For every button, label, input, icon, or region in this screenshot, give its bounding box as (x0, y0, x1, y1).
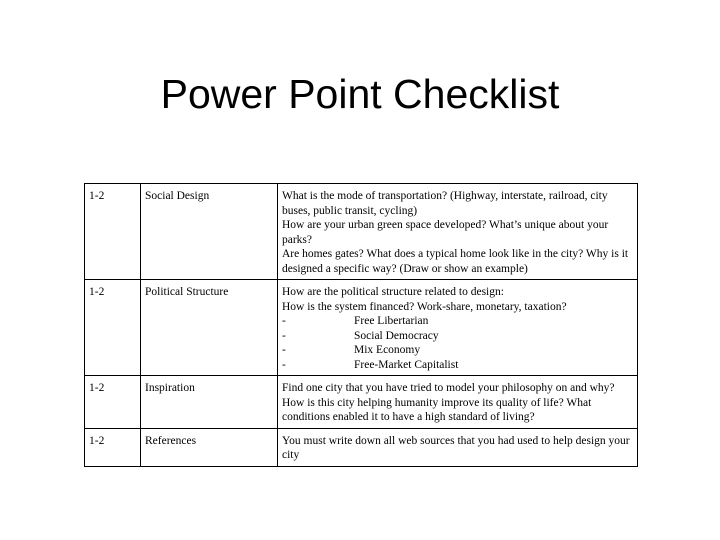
bullet-item (282, 358, 633, 373)
description-cell (278, 428, 638, 466)
points-cell: 1-2 (85, 280, 141, 376)
table-row (85, 280, 638, 376)
bullet-item (282, 343, 633, 358)
slide-title: Power Point Checklist (160, 71, 560, 117)
table-row (85, 376, 638, 429)
bullet-text: Free Libertarian (354, 315, 429, 327)
topic-cell: Inspiration (141, 376, 278, 429)
description-line: What is the mode of transportation? (Highway, interstate, railroad, city buses, public transit, cycling) (282, 190, 608, 217)
description-line: How are the political structure related to design: (282, 286, 504, 298)
points-cell: 1-2 (85, 428, 141, 466)
dash-marker: - (282, 315, 286, 327)
description-cell (278, 280, 638, 376)
bullet-text: Social Democracy (354, 329, 439, 342)
checklist-table (84, 183, 638, 467)
topic-cell: References (141, 428, 278, 466)
bullet-item (282, 329, 633, 344)
description-line: Are homes gates? What does a typical home look like in the city? Why is it designed a specific way? (Draw or show an example) (282, 248, 629, 275)
table-row (85, 428, 638, 466)
topic-cell: Political Structure (141, 280, 278, 376)
dash-marker: - (282, 344, 286, 356)
bullet-text: Free-Market Capitalist (354, 358, 459, 371)
dash-marker: - (282, 358, 286, 371)
description-cell (278, 376, 638, 429)
dash-marker: - (282, 329, 286, 342)
description-line: How is the system financed? Work-share, monetary, taxation? (282, 300, 567, 313)
description-line: How are your urban green space developed? What’s unique about your parks? (282, 219, 609, 246)
topic-cell: Social Design (141, 184, 278, 280)
description-line: Find one city that you have tried to model your philosophy on and why? How is this city helping humanity improve its quality of life? What conditions enabled it to have a high standard of living? (282, 382, 615, 423)
points-cell: 1-2 (85, 184, 141, 280)
description-line: You must write down all web sources that you had used to help design your city (282, 434, 630, 461)
table-row (85, 184, 638, 280)
bullet-text: Mix Economy (354, 344, 421, 356)
points-cell: 1-2 (85, 376, 141, 429)
description-cell (278, 184, 638, 280)
bullet-item (282, 314, 633, 329)
